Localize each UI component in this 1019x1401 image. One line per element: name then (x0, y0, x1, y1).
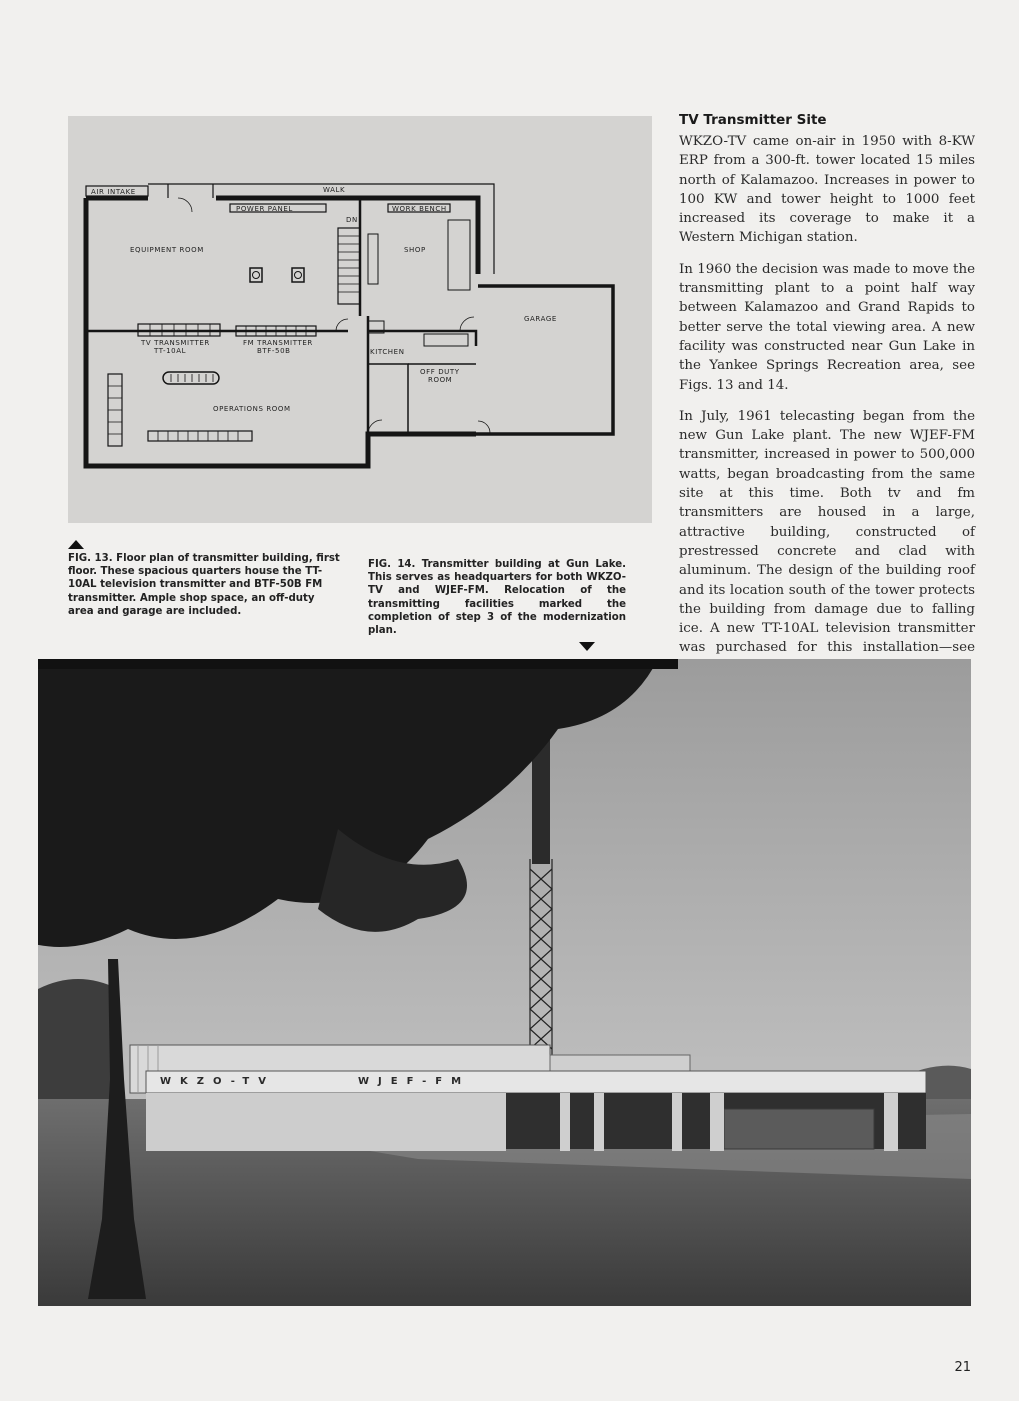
pointer-up-icon (68, 540, 84, 549)
label-fm-model: BTF-50B (257, 347, 291, 355)
article-heading: TV Transmitter Site (679, 112, 827, 128)
label-kitchen: KITCHEN (370, 348, 405, 356)
label-equipment-room: EQUIPMENT ROOM (130, 246, 204, 254)
page-number: 21 (954, 1360, 971, 1375)
label-power-panel: POWER PANEL (236, 205, 293, 213)
article-column (679, 112, 975, 689)
label-room: ROOM (428, 376, 453, 384)
label-off-duty: OFF DUTY (420, 368, 460, 376)
sign-wkzo-tv: WKZO-TV (160, 1076, 275, 1087)
label-tv-transmitter: TV TRANSMITTER (141, 339, 210, 347)
label-work-bench: WORK BENCH (392, 205, 447, 213)
label-shop: SHOP (404, 246, 426, 254)
floor-plan-drawing (68, 116, 652, 523)
article-paragraph: In July, 1961 telecasting began from the new Gun Lake plant. The new WJEF-FM transmitter, increased in power to 500,000 watts, began broadcasting from the same site at this time. Both tv and fm transmitters are housed in a large, attractive building, constructed of prestressed concrete and clad with aluminum. The design of the building roof and its location south of the tower protects the building from damage due to falling ice. A new TT-10AL television transmitter was purchased for this installation—see (679, 408, 975, 656)
photo-illustration (38, 659, 971, 1306)
label-walk: WALK (323, 186, 346, 194)
label-operations-room: OPERATIONS ROOM (213, 405, 291, 413)
label-fm-transmitter: FM TRANSMITTER (243, 339, 313, 347)
floor-plan-figure (68, 116, 652, 523)
label-garage: GARAGE (524, 315, 557, 323)
label-air-intake: AIR INTAKE (91, 188, 136, 196)
figure-14-caption: FIG. 14. Transmitter building at Gun Lake. This serves as headquarters for both WKZO-TV and WJEF-FM. Relocation of the transmitting facilities marked the completion of step 3 of the modernization plan. (368, 559, 626, 637)
label-dn: DN (346, 216, 358, 224)
figure-13-caption: FIG. 13. Floor plan of transmitter building, first floor. These spacious quarters house the TT-10AL television transmitter and BTF-50B FM transmitter. Ample shop space, an off-duty area and garage are included. (68, 553, 340, 617)
pointer-down-icon (579, 642, 595, 651)
sign-wjef-fm: WJEF-FM (358, 1076, 471, 1087)
building-photo (38, 659, 971, 1306)
article-paragraph: WKZO-TV came on-air in 1950 with 8-KW ERP from a 300-ft. tower located 15 miles north of Kalamazoo. Increases in power to 100 KW and tower height to 1000 feet increased its coverage to make it a Western Michigan station. (679, 134, 975, 246)
article-paragraph: In 1960 the decision was made to move the transmitting plant to a point half way between Kalamazoo and Grand Rapids to better serve the total viewing area. A new facility was constructed near Gun Lake in the Yankee Springs Recreation area, see Figs. 13 and 14. (679, 261, 975, 393)
label-tv-model: TT-10AL (154, 347, 187, 355)
